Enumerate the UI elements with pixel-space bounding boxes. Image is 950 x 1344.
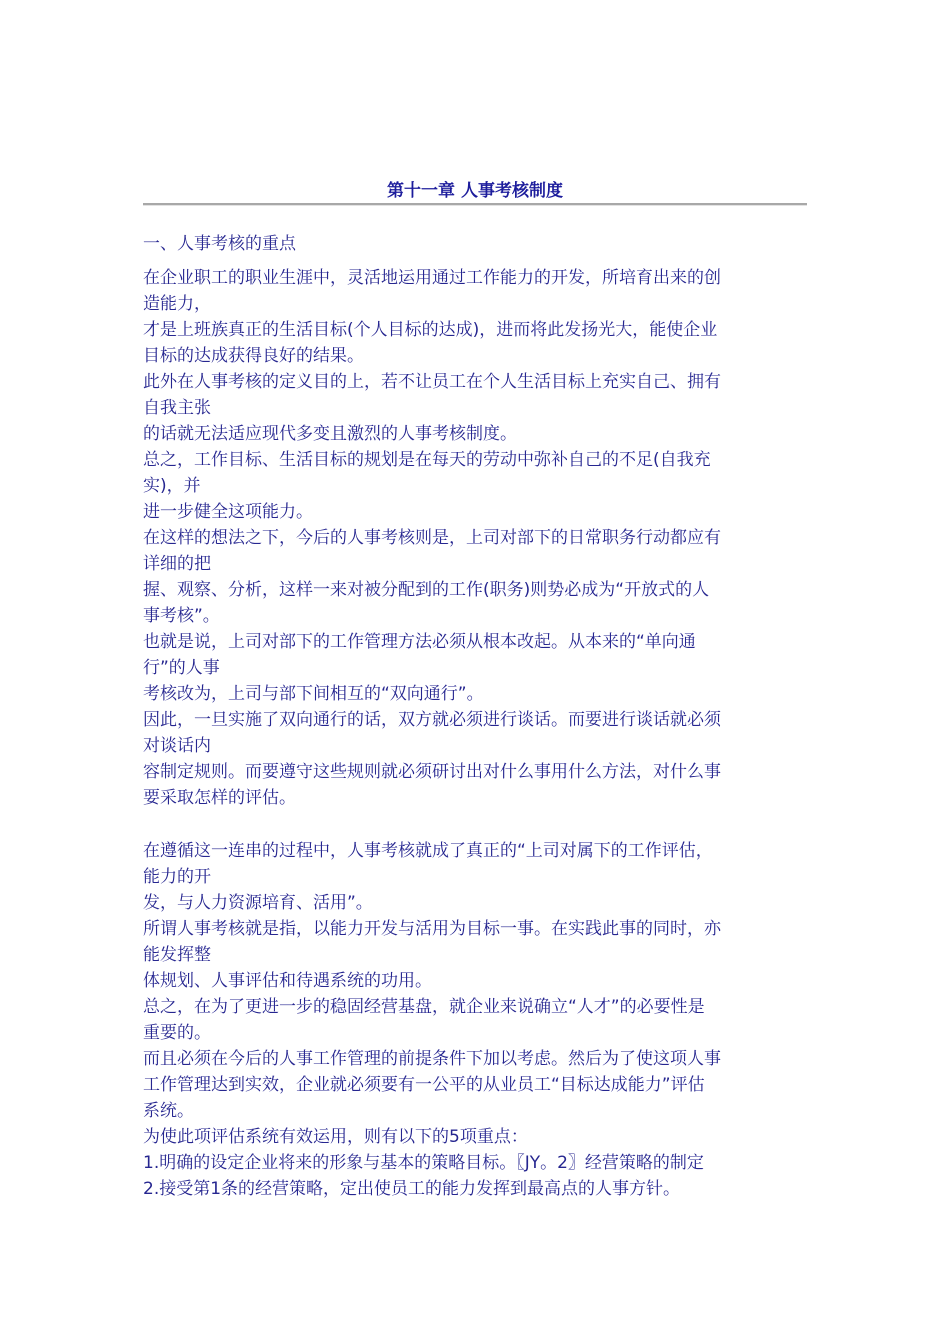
paragraph-line: 才是上班族真正的生活目标(个人目标的达成)，进而将此发扬光大，能使企业 <box>143 320 718 340</box>
paragraph-line: 实)，并 <box>143 476 201 496</box>
paragraph-line: 事考核”。 <box>143 606 220 626</box>
paragraph-line: 系统。 <box>143 1101 194 1121</box>
paragraph-line: 总之，工作目标、生活目标的规划是在每天的劳动中弥补自己的不足(自我充 <box>143 450 711 470</box>
paragraph-line: 重要的。 <box>143 1023 211 1043</box>
paragraph-line: 能发挥整 <box>143 945 211 965</box>
paragraph-line: 的话就无法适应现代多变且激烈的人事考核制度。 <box>143 424 517 444</box>
section-heading: 一、人事考核的重点 <box>143 234 296 254</box>
paragraph-line: 握、观察、分析，这样一来对被分配到的工作(职务)则势必成为“开放式的人 <box>143 580 710 600</box>
paragraph-line: 目标的达成获得良好的结果。 <box>143 346 364 366</box>
paragraph-line: 自我主张 <box>143 398 211 418</box>
paragraph-line: 体规划、人事评估和待遇系统的功用。 <box>143 971 432 991</box>
chapter-title: 第十一章 人事考核制度 <box>387 181 563 201</box>
paragraph-line: 发，与人力资源培育、活用”。 <box>143 893 373 913</box>
paragraph-line: 1.明确的设定企业将来的形象与基本的策略目标。〖JY。2〗经营策略的制定 <box>143 1153 704 1173</box>
body-text-part-1 <box>143 265 807 811</box>
paragraph-line: 为使此项评估系统有效运用，则有以下的5项重点： <box>143 1127 528 1147</box>
paragraph-line: 2.接受第1条的经营策略，定出使员工的能力发挥到最高点的人事方针。 <box>143 1179 681 1199</box>
paragraph-line: 详细的把 <box>143 554 211 574</box>
title-divider <box>143 203 807 206</box>
paragraph-line: 所谓人事考核就是指，以能力开发与活用为目标一事。在实践此事的同时，亦 <box>143 919 721 939</box>
paragraph-line: 总之，在为了更进一步的稳固经营基盘，就企业来说确立“人才”的必要性是 <box>143 997 705 1017</box>
paragraph-line: 而且必须在今后的人事工作管理的前提条件下加以考虑。然后为了使这项人事 <box>143 1049 721 1069</box>
paragraph-line: 要采取怎样的评估。 <box>143 788 296 808</box>
paragraph-line: 在遵循这一连串的过程中，人事考核就成了真正的“上司对属下的工作评估， <box>143 841 713 861</box>
paragraph-line: 对谈话内 <box>143 736 211 756</box>
paragraph-line: 造能力， <box>143 294 211 314</box>
paragraph-line: 在这样的想法之下，今后的人事考核则是，上司对部下的日常职务行动都应有 <box>143 528 721 548</box>
paragraph-line: 进一步健全这项能力。 <box>143 502 313 522</box>
paragraph-line: 容制定规则。而要遵守这些规则就必须研讨出对什么事用什么方法，对什么事 <box>143 762 721 782</box>
paragraph-line: 行”的人事 <box>143 658 220 678</box>
paragraph-line: 能力的开 <box>143 867 211 887</box>
paragraph-line: 也就是说，上司对部下的工作管理方法必须从根本改起。从本来的“单向通 <box>143 632 696 652</box>
body-text-part-2 <box>143 838 807 1202</box>
paragraph-line: 考核改为，上司与部下间相互的“双向通行”。 <box>143 684 484 704</box>
paragraph-line: 在企业职工的职业生涯中，灵活地运用通过工作能力的开发，所培育出来的创 <box>143 268 721 288</box>
paragraph-line: 此外在人事考核的定义目的上，若不让员工在个人生活目标上充实自己、拥有 <box>143 372 721 392</box>
paragraph-line: 工作管理达到实效，企业就必须要有一公平的从业员工“目标达成能力”评估 <box>143 1075 705 1095</box>
paragraph-line: 因此，一旦实施了双向通行的话，双方就必须进行谈话。而要进行谈话就必须 <box>143 710 721 730</box>
